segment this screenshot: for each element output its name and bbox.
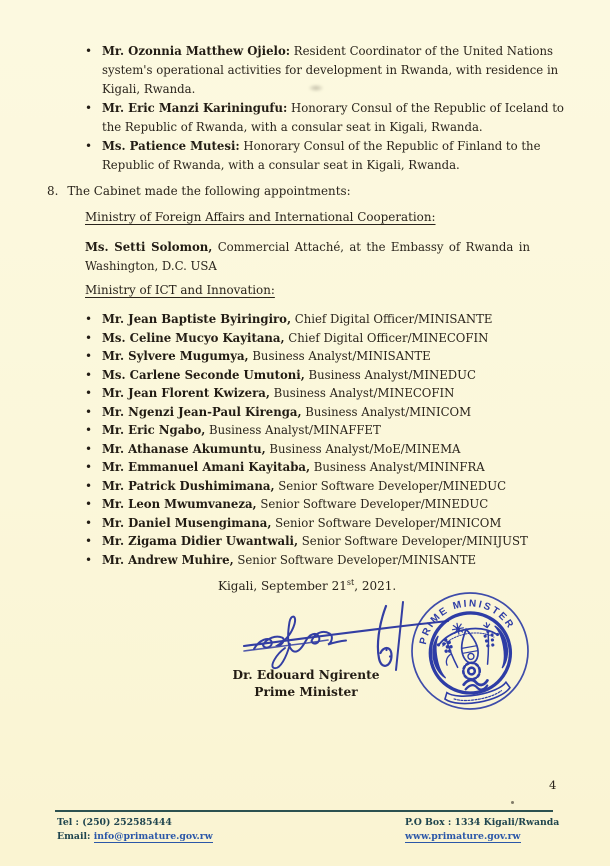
bullet-icon: •	[85, 460, 93, 474]
footer-contact-left	[57, 816, 213, 843]
bullet-icon: •	[85, 367, 93, 382]
bullet-icon: •	[85, 386, 93, 400]
appointee-name: Ms. Setti Solomon,	[85, 240, 213, 254]
list-item	[85, 458, 555, 477]
signatory-name: Dr. Edouard Ngirente	[232, 668, 380, 682]
dateline-year: , 2021.	[354, 579, 397, 593]
appointee-name: Mr. Eric Manzi Kariningufu:	[102, 101, 288, 115]
footer-website-link[interactable]: www.primature.gov.rw	[405, 830, 521, 842]
appointee-name: Mr. Athanase Akumuntu,	[102, 441, 266, 456]
appointee-role: Business Analyst/MINICOM	[305, 404, 472, 419]
appointee-role: Senior Software Developer/MINEDUC	[278, 478, 507, 493]
footer-email-link[interactable]: info@primature.gov.rw	[93, 830, 213, 842]
item-number: 8.	[47, 184, 59, 198]
bullet-icon: •	[85, 330, 93, 345]
appointee-role: Business Analyst/MINECOFIN	[273, 386, 455, 400]
appointee-name: Ms. Patience Mutesi:	[102, 139, 240, 153]
appointee-role: Business Analyst/MINISANTE	[252, 349, 431, 363]
list-item	[85, 329, 555, 348]
seal-arc-text: PRIME MINISTER	[417, 598, 517, 646]
prime-minister-signature	[240, 597, 452, 677]
bullet-icon: •	[85, 441, 93, 456]
ministry-foreign-affairs-heading: Ministry of Foreign Affairs and International Cooperation:	[85, 210, 436, 224]
list-item	[85, 99, 564, 137]
appointee-detail: system's operational activities for development in Rwanda, with residence in	[102, 63, 559, 77]
bullet-icon: •	[85, 139, 93, 153]
page-number: 4	[549, 778, 557, 792]
appointee-name: Ms. Carlene Seconde Umutoni,	[102, 367, 305, 382]
appointee-role: Business Analyst/MoE/MINEMA	[269, 441, 461, 456]
appointee-detail: Republic of Rwanda, with a consular seat in Kigali, Rwanda.	[102, 158, 460, 172]
appointee-detail: the Republic of Rwanda, with a consular seat in Kigali, Rwanda.	[102, 120, 483, 134]
bullet-icon: •	[85, 515, 93, 530]
appointee-role: Senior Software Developer/MINICOM	[275, 515, 502, 530]
appointee-name: Mr. Ngenzi Jean-Paul Kirenga,	[102, 404, 302, 419]
list-item	[85, 137, 541, 175]
cabinet-appointments-heading	[47, 182, 351, 201]
list-item	[85, 403, 555, 422]
list-item	[85, 310, 555, 329]
appointee-role: Business Analyst/MINEDUC	[308, 367, 476, 382]
list-item	[85, 477, 555, 496]
bullet-icon: •	[85, 349, 93, 363]
ict-appointments-list	[85, 310, 555, 569]
list-item	[85, 421, 555, 440]
appointee-name: Mr. Patrick Dushimimana,	[102, 478, 275, 493]
appointee-role: Chief Digital Officer/MINISANTE	[294, 312, 493, 326]
dateline-text: Kigali, September 21	[218, 579, 347, 593]
list-item	[85, 347, 555, 366]
footer-telephone: Tel : (250) 252585444	[57, 817, 172, 828]
appointee-name: Mr. Eric Ngabo,	[102, 423, 206, 437]
appointee-role: Senior Software Developer/MINISANTE	[237, 552, 477, 567]
ministry-ict-heading: Ministry of ICT and Innovation:	[85, 283, 275, 297]
appointee-name: Mr. Daniel Musengimana,	[102, 515, 272, 530]
consular-appointments-list	[85, 42, 564, 175]
list-item	[85, 514, 555, 533]
bullet-icon: •	[85, 44, 93, 58]
appointee-role: Senior Software Developer/MINEDUC	[260, 497, 489, 511]
appointee-role: Business Analyst/MINAFFET	[209, 423, 381, 437]
list-item	[85, 366, 555, 385]
list-item	[85, 532, 555, 551]
appointee-name: Mr. Sylvere Mugumya,	[102, 349, 249, 363]
appointee-role: Business Analyst/MININFRA	[313, 460, 485, 474]
appointee-detail: Washington, D.C. USA	[85, 259, 217, 273]
appointee-name: Mr. Leon Mwumvaneza,	[102, 497, 257, 511]
appointee-detail: Resident Coordinator of the United Nations	[293, 44, 553, 58]
dateline-ordinal: st	[346, 578, 355, 587]
list-item	[85, 495, 555, 514]
appointee-role: Senior Software Developer/MINIJUST	[301, 534, 528, 548]
list-item	[85, 551, 555, 570]
appointee-detail: Honorary Consul of the Republic of Iceland to	[291, 101, 564, 115]
footer-contact-right	[405, 816, 559, 843]
scan-dot-artifact	[511, 801, 514, 804]
appointee-name: Ms. Celine Mucyo Kayitana,	[102, 330, 285, 345]
list-item	[85, 42, 559, 99]
bullet-icon: •	[85, 534, 93, 548]
appointee-detail: Commercial Attaché, at the Embassy of Rwanda in	[217, 240, 530, 254]
footer-pobox: P.O Box : 1334 Kigali/Rwanda	[405, 817, 560, 828]
bullet-icon: •	[85, 312, 93, 326]
signatory-title: Prime Minister	[254, 685, 358, 699]
list-item	[85, 384, 555, 403]
bullet-icon: •	[85, 101, 93, 115]
bullet-icon: •	[85, 497, 93, 511]
appointee-name: Mr. Jean Florent Kwizera,	[102, 386, 270, 400]
appointee-name: Mr. Jean Baptiste Byiringiro,	[102, 312, 292, 326]
appointee-name: Mr. Andrew Muhire,	[102, 552, 234, 567]
bullet-icon: •	[85, 552, 93, 567]
bullet-icon: •	[85, 478, 93, 493]
appointee-role: Chief Digital Officer/MINECOFIN	[288, 330, 489, 345]
appointee-name: Mr. Zigama Didier Uwantwali,	[102, 534, 299, 548]
appointee-name: Mr. Emmanuel Amani Kayitaba,	[102, 460, 311, 474]
bullet-icon: •	[85, 423, 93, 437]
appointee-name: Mr. Ozonnia Matthew Ojielo:	[102, 44, 291, 58]
footer-email-label: Email:	[57, 830, 91, 842]
dateline	[218, 578, 396, 593]
footer-divider	[55, 810, 553, 812]
list-item	[85, 440, 555, 459]
foreign-affairs-appointment	[85, 238, 530, 276]
appointee-detail: Kigali, Rwanda.	[102, 82, 196, 96]
appointee-detail: Honorary Consul of the Republic of Finland to the	[243, 139, 541, 153]
cabinet-intro-text: The Cabinet made the following appointments:	[67, 184, 351, 198]
bullet-icon: •	[85, 404, 93, 419]
